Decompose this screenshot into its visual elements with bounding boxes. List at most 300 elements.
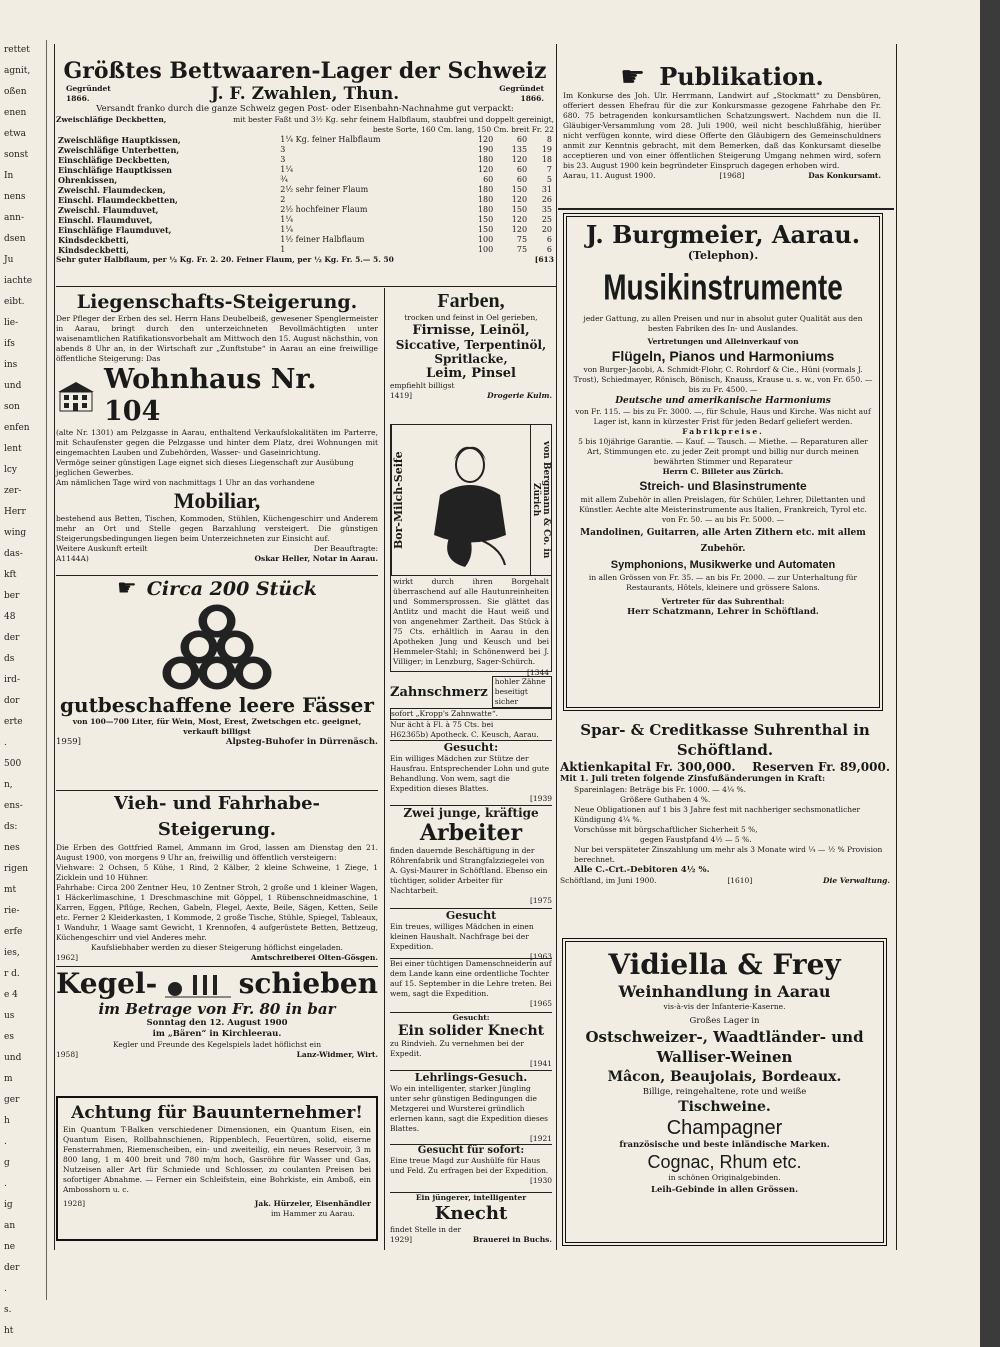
barrels-icon — [147, 603, 287, 691]
lady-portrait-icon — [410, 425, 530, 575]
edge-word: . — [4, 1179, 7, 1189]
farben-l5: empfiehlt billigst — [390, 381, 455, 390]
pub-code: [1968] — [719, 171, 745, 180]
liegen-title: Liegenschafts-Steigerung. — [76, 291, 358, 313]
burg-p14: in allen Grössen von Fr. 35. — an bis Fr. 2000. — zur Unterhaltung für Restaurants, Hôtels, kleinere und grössere Salons. — [588, 573, 858, 592]
edge-word: 48 — [4, 612, 16, 622]
burg-p16: Herr Schatzmann, Lehrer in Schöftland. — [627, 607, 819, 617]
bett-item: Kindsdeckbetti, — [58, 245, 129, 255]
bett-price: 7 — [546, 165, 552, 174]
edge-word: e 4 — [4, 990, 18, 1000]
edge-word: ies, — [4, 948, 20, 958]
edge-word: der — [4, 1263, 20, 1273]
vid-addr: vis-à-vis der Infanterie-Kaserne. — [663, 1002, 786, 1011]
column-rule-right — [896, 44, 897, 1250]
edge-word: ird- — [4, 675, 20, 685]
seife-text: wirkt durch ihren Borgehalt überraschend auf alle Hautunreinheiten und Sommersprossen. Sie glättet das Antlitz und macht die Haut weiß und von angenehmer Zartheit. Das Stück à 75 Cts. erhältlich in Aarau in den Apotheken Jung und Keusch und bei Hemmeler-Stahl; in Schönenwerd bei J. Villiger; in Lenzburg, Sager-Schürch. — [393, 577, 549, 666]
edge-word: ann- — [4, 213, 24, 223]
vid-sub: Weinhandlung in Aarau — [618, 982, 831, 1001]
burg-firm: J. Burgmeier, Aarau. — [585, 220, 861, 249]
edge-word: lie- — [4, 318, 19, 328]
burg-p5: Deutsche und amerikanische Harmoniums — [615, 396, 831, 406]
edge-word: ds — [4, 654, 15, 664]
achtung-title: Achtung für Bauunternehmer! — [71, 1103, 363, 1123]
bett-head-right: beste Sorte, 160 Cm. lang, 150 Cm. breit Fr. 22 — [372, 125, 554, 134]
edge-word: sonst — [4, 150, 29, 160]
achtung-sign: Jak. Hürzeler, Eisenhändler — [254, 1199, 371, 1208]
ad-knecht1 — [390, 1012, 552, 1068]
spar-place: Schöftland, im Juni 1900. — [560, 876, 657, 885]
bett-fill: 1¼ — [280, 225, 294, 234]
vid-l2: Ostschweizer-, Waadtländer- und — [585, 1028, 864, 1046]
liegen-text2: (alte Nr. 1301) am Pelzgasse in Aarau, enthaltend Verkaufslokalitäten im Parterre, mit Schaufenster gegen die Pelzgasse und hinter dem Platz, drei Wohnungen mit eingemachten Lauben und Zubehörden, Wasser- und Gaseinrichtung. — [56, 428, 378, 457]
spar-l4: Neue Obligationen auf 1 bis 3 Jahre fest mit nachheriger sechsmonatlicher Kündigung 4¼ %. — [574, 805, 861, 824]
edge-word: g — [4, 1158, 10, 1168]
spar-code: [1610] — [727, 876, 753, 885]
adjacent-page-edge — [0, 40, 47, 1336]
edge-word: Ju — [4, 255, 14, 265]
edge-word: . — [4, 738, 7, 748]
bett-price: 5 — [546, 175, 552, 184]
bett-price: 20 — [541, 225, 552, 234]
bett-length: 180 — [477, 155, 494, 164]
bett-title: Größtes Bettwaaren-Lager der Schweiz — [63, 58, 547, 84]
edge-word: Herr — [4, 507, 26, 517]
farben-title: Farben, — [437, 290, 505, 312]
bett-price: 6 — [546, 235, 552, 244]
bett-item: Kindsdeckbetti, — [58, 235, 129, 245]
seife-side-left-text: Bor-Milch-Seife — [392, 451, 405, 549]
liegen-house: Wohnhaus Nr. 104 — [104, 364, 317, 427]
vid-l10: in schönen Originalgebinden. — [668, 1173, 781, 1182]
bett-item: Zweischläfige Hauptkissen, — [58, 135, 181, 145]
liegen-code: A1144A) — [56, 554, 89, 563]
ad-lehrling — [390, 1070, 552, 1142]
ad-farben — [390, 290, 552, 422]
seife-code: [1344 — [526, 668, 549, 677]
bett-length: 100 — [477, 235, 494, 244]
edge-word: erte — [4, 717, 23, 727]
magd-text: Eine treue Magd zur Aushülfe für Haus und Feld. Zu erfragen bei der Expedition. — [390, 1156, 549, 1175]
edge-word: der — [4, 633, 20, 643]
spar-cap1: Aktienkapital Fr. 300,000. — [560, 760, 736, 774]
bett-row — [56, 245, 554, 255]
bett-row — [56, 205, 554, 215]
bett-row — [56, 235, 554, 245]
bett-item: Einschl. Flaumduvet, — [58, 215, 153, 225]
ad-sparkasse — [560, 720, 890, 915]
edge-word: rie- — [4, 906, 20, 916]
edge-word: und — [4, 381, 22, 391]
liegen-text4: Am nämlichen Tage wird von nachmittags 1 Uhr an das vorhandene — [56, 478, 315, 487]
edge-word: und — [4, 1053, 22, 1063]
zahn-word: Zahnschmerz — [390, 684, 488, 700]
bett-width: 75 — [516, 235, 528, 244]
bett-length: 120 — [477, 135, 494, 144]
kegel-date: Sonntag den 12. August 1900 — [146, 1018, 288, 1028]
column-rule-mid — [384, 288, 385, 1250]
gesucht2-title: Gesucht — [445, 909, 497, 922]
knecht2-code: 1929] — [390, 1235, 413, 1244]
bett-width: 60 — [516, 135, 528, 144]
vid-l1: Großes Lager in — [689, 1016, 760, 1026]
pointing-hand-icon: ☛ — [620, 59, 646, 93]
burg-p9: Herrn C. Billeter aus Zürich. — [662, 467, 784, 476]
bett-row — [56, 175, 554, 185]
vieh-text4: Kaufsliebhaber werden zu dieser Steigerung höflichst eingeladen. — [91, 943, 343, 952]
ad-bettwaaren — [56, 58, 554, 283]
edge-word: ht — [4, 1326, 14, 1336]
knecht2-big: Knecht — [434, 1203, 508, 1224]
fass-firm: Alpsteg-Buhofer in Dürrenäsch. — [225, 737, 378, 747]
bett-row — [56, 195, 554, 205]
bett-head-mid: mit bester Faßt und 3½ Kg. sehr feinem Halbflaum, staubfrei und doppelt gereinigt, — [233, 115, 554, 124]
spar-cap2: Reserven Fr. 89,000. — [752, 760, 890, 774]
liegen-mobiliar: Mobiliar, — [173, 488, 261, 513]
pub-place: Aarau, 11. August 1900. — [563, 171, 656, 180]
liegen-text1: Der Pfleger der Erben des sel. Herrn Hans Deubelbeiß, gewesener Spenglermeister in Aarau, bringt durch den unterzeichneten Bevollmächtigten unter waisenamtlichen Ratifikationsvorbehalt am Mittwoch den 15. August nächsthin, von abends 8 Uhr an, in der Wirtschaft zur „Zunftstube“ in Aarau an eine freiwillige öffentliche Steigerung: Das — [56, 314, 378, 363]
knecht2-text: findet Stelle in der — [390, 1225, 462, 1234]
gesucht2-text: Ein treues, williges Mädchen in einen kleinen Haushalt. Nachfrage bei der Expedition. — [390, 922, 534, 951]
magd-code: [1930 — [529, 1176, 552, 1185]
bett-length: 120 — [477, 165, 494, 174]
bett-item: Ohrenkissen, — [58, 175, 118, 185]
burg-p12: Mandolinen, Guitarren, alle Arten Zithern etc. mit allem Zubehör. — [580, 528, 866, 554]
bett-fill: 1¼ Kg. feiner Halbflaum — [280, 135, 381, 144]
liegen-text6: Weitere Auskunft erteilt — [56, 544, 148, 553]
edge-word: kft — [4, 570, 17, 580]
edge-word: In — [4, 171, 14, 181]
bett-footer: Sehr guter Halbflaum, per ½ Kg. Fr. 2. 20. Feiner Flaum, per ½ Kg. Fr. 5.— 5. 50 — [56, 255, 394, 264]
achtung-sign2: im Hammer zu Aarau. — [270, 1209, 355, 1218]
bett-price: 31 — [541, 185, 552, 194]
edge-word: agnit, — [4, 66, 31, 76]
bett-head-left: Zweischläfige Deckbetten, — [56, 115, 167, 124]
zahn-price: Nur ächt à Fl. à 75 Cts. bei — [390, 720, 494, 729]
farben-firm: Drogerie Kulm. — [487, 391, 552, 400]
burg-p2: Vertretungen und Alleinverkauf von — [647, 337, 799, 346]
edge-word: m — [4, 1074, 13, 1084]
liegen-sign: Oskar Heller, Notar in Aarau. — [254, 554, 378, 563]
edge-word: h — [4, 1116, 10, 1126]
seife-side-right-text: von Bergmann & Co. in Zürich — [531, 441, 551, 559]
gesucht2-code: [1963 — [529, 952, 552, 961]
edge-word: . — [4, 1137, 7, 1147]
edge-word: n, — [4, 780, 13, 790]
ad-publikation — [563, 59, 881, 202]
edge-word: lcy — [4, 465, 18, 475]
bett-fill: 2 — [280, 195, 286, 204]
pub-title: Publikation. — [659, 62, 824, 91]
bett-price: 6 — [546, 245, 552, 254]
bett-item: Einschl. Flaumdeckbetten, — [58, 195, 178, 205]
damen-code: [1965 — [529, 999, 552, 1008]
liegen-sign-label: Der Beauftragte: — [313, 544, 378, 553]
bett-row — [56, 155, 554, 165]
edge-word: enen — [4, 108, 27, 118]
edge-word: oßen — [4, 87, 27, 97]
vieh-text3: Fahrhabe: Circa 200 Zentner Heu, 10 Zentner Stroh, 2 große und 1 kleiner Wagen, 1 Häckerlimaschine, 1 Dreschmaschine mit Göppel, 1 Rübenschneidmaschine, 1 Karren, Eggen, Pflüge, Rechen, Gabeln, Flegel, Aexte, Beile, Sägen, Ketten, Seile etc. Ferner 2 Kleiderkasten, 1 Kommode, 2 große Tische, Stühle, Spiegel, Tableaux, 1 Wanduhr, 1 Waage samt Gewicht, 1 Krennofen, 4 aufgerüstete Betten, Bettzeug, Küchengeschirr und viel Anderes mehr. — [56, 883, 378, 942]
vid-l5: Billige, reingehaltene, rote und weiße — [642, 1087, 807, 1097]
bett-width: 150 — [511, 205, 528, 214]
bett-width: 75 — [516, 245, 528, 254]
edge-word: wing — [4, 528, 27, 538]
fass-code: 1959] — [56, 737, 81, 747]
bett-fill: 1¼ — [280, 165, 294, 174]
burg-p7: Fabrikpreise. — [682, 427, 764, 436]
edge-word: ins — [4, 360, 18, 370]
ad-vieh — [56, 790, 378, 962]
bett-item: Zweischl. Flaumduvet, — [58, 205, 159, 215]
bett-price: 18 — [541, 155, 552, 164]
bett-fill: 2½ sehr feiner Flaum — [280, 185, 369, 194]
edge-word: nens — [4, 192, 26, 202]
vid-l6: Tischweine. — [678, 1099, 771, 1115]
bett-width: 120 — [511, 195, 528, 204]
burg-title: Musikinstrumente — [603, 267, 843, 308]
damen-text: Bei einer tüchtigen Damenschneiderin auf dem Lande kann eine ordentliche Tochter auf 15. September in die Lehre treten. Bei wem, sagt die Expedition. — [390, 959, 552, 998]
edge-word: rettet — [4, 45, 30, 55]
vieh-text1: Die Erben des Gottfried Ramel, Ammann im Grod, lassen am Dienstag den 21. August 1900, von morgens 9 Uhr an, freiwillig und öffentlich versteigern: — [56, 843, 378, 862]
fass-title: Circa 200 Stück — [146, 577, 317, 600]
knecht1-code: [1941 — [529, 1059, 552, 1068]
bett-length: 180 — [477, 195, 494, 204]
lehrling-text: Wo ein intelligenter, starker Jüngling unter sehr günstigen Bedingungen die Metzgerei und Wursterei gründlich erlernen kann, sagt die Expedition dieses Blattes. — [390, 1084, 548, 1133]
bowling-icon — [163, 969, 233, 999]
edge-word: etwa — [4, 129, 27, 139]
ad-damen — [390, 958, 552, 1010]
arbeiter-title: Zwei junge, kräftige — [403, 806, 539, 820]
bett-width: 120 — [511, 155, 528, 164]
edge-word: ds: — [4, 822, 18, 832]
gesucht1-title: Gesucht: — [443, 741, 499, 754]
farben-l2: Siccative, Terpentinöl, — [395, 338, 547, 352]
kegel-invite: Kegler und Freunde des Kegelspiels ladet höflichst ein — [112, 1040, 322, 1049]
arbeiter-text: finden dauernde Beschäftigung in der Röhrenfabrik und Strangfalzziegelei von A. Gysi-Maurer in Schöftland. Ebenso ein tüchtiger, solider Arbeiter für Nachtarbeit. — [390, 846, 548, 895]
ad-zahn — [390, 676, 552, 739]
gesucht1-text: Ein williges Mädchen zur Stütze der Hausfrau. Entsprechender Lohn und gute Behandlung. Von wem, sagt die Expedition dieses Blattes. — [390, 754, 550, 793]
bett-width: 60 — [516, 165, 528, 174]
magd-title: Gesucht für sofort: — [417, 1145, 525, 1156]
vid-title: Vidiella & Frey — [608, 948, 841, 981]
bett-price: 26 — [541, 195, 552, 204]
bett-price: 19 — [541, 145, 552, 154]
bett-price: 8 — [546, 135, 552, 144]
bett-fill: 1½ feiner Halbflaum — [280, 235, 365, 244]
edge-word: r d. — [4, 969, 20, 979]
ad-kegel — [56, 966, 378, 1084]
bett-fill: 1 — [280, 245, 286, 254]
bett-price: 35 — [541, 205, 552, 214]
kegel-w2: schieben — [238, 967, 378, 1000]
farben-l3: Spritlacke, — [434, 352, 508, 366]
kegel-sub: im Betrage von Fr. 80 in bar — [98, 1000, 336, 1018]
knecht2-place: Brauerei in Buchs. — [472, 1235, 552, 1244]
spar-l3: Größere Guthaben 4 %. — [620, 795, 711, 804]
bett-length: 150 — [477, 215, 494, 224]
burg-p10: Streich- und Blasinstrumente — [639, 479, 807, 493]
burg-p6: von Fr. 115. — bis zu Fr. 3000. —, für Schule, Haus und Kirche. Was nicht auf Lager ist, kann in kürzester Frist für jeden Bedarf geliefert werden. — [575, 407, 871, 426]
farben-l1: Firnisse, Leinöl, — [412, 323, 530, 338]
vid-l7: Champagner — [666, 1117, 783, 1139]
edge-word: ber — [4, 591, 20, 601]
spar-l5: Vorschüsse mit bürgschaftlicher Sicherheit 5 %, — [574, 825, 758, 834]
bett-width: 120 — [511, 215, 528, 224]
vid-l3: Walliser-Weinen — [656, 1048, 793, 1066]
founded-right: Gegründet 1866. — [499, 84, 544, 103]
edge-word: rigen — [4, 864, 29, 874]
ad-knecht2 — [390, 1192, 552, 1254]
edge-word: das- — [4, 549, 23, 559]
zahn-line: sofort „Kropp's Zahnwatte“. — [390, 708, 552, 720]
knecht1-title: Gesucht: — [452, 1013, 490, 1022]
vieh-text2: Viehware: 2 Ochsen, 5 Kühe, 1 Rind, 2 Kälber, 2 kleine Schweine, 1 Ziege, 1 Zicklein und 10 Hühner. — [56, 863, 378, 882]
spar-l1: Mit 1. Juli treten folgende Zinsfußänderungen in Kraft: — [560, 774, 826, 784]
bett-length: 180 — [477, 185, 494, 194]
edge-word: dsen — [4, 234, 26, 244]
column-rule-center — [556, 44, 557, 1250]
edge-word: ig — [4, 1200, 13, 1210]
bett-item: Einschläfige Flaumduvet, — [58, 225, 172, 235]
section-rule-right — [558, 208, 894, 210]
ad-vidiella — [562, 938, 887, 1246]
pub-text: Im Konkurse des Joh. Ulr. Herrmann, Landwirt auf „Stockmatt“ zu Densbüren, offeriert dessen Ehefrau für die zur Konkursmasse gezogene Fahrhabe den Fr. 680. 75 betragenden konkursamtlichen Schatzungswert. Nachdem nun die II. Gläubiger-Versammlung vom 28. Juli 1900, weil nicht beschlußfähig, hierüber nicht verfügen konnte, wird diese Offerte den Gläubigern des Gemeinschuldners anmit zur Kenntnis gebracht, mit dem Bemerken, daß das Konkursamt dieselbe acceptieren und von einer öffentlichen Steigerung Umgang nehmen wird, sofern bis 23. August 1900 kein begründeter Einspruch dagegen erhoben wird. — [563, 91, 881, 170]
bett-fill: 3 — [280, 145, 286, 154]
bett-row — [56, 225, 554, 235]
bett-length: 100 — [477, 245, 494, 254]
bett-price: 25 — [541, 215, 552, 224]
edge-word: ger — [4, 1095, 20, 1105]
burg-p8: 5 bis 10jährige Garantie. — Kauf. — Tausch. — Miethe. — Reparaturen aller Art, Stimmungen etc. zu jeder Zeit prompt und billig nur durch meinen bewährten Stimmer und Reparateur — [578, 437, 868, 466]
farben-code: 1419] — [390, 391, 413, 400]
kegel-code: 1958] — [56, 1050, 79, 1059]
kegel-place: im „Bären“ in Kirchleerau. — [152, 1029, 282, 1039]
lehrling-code: [1921 — [529, 1134, 552, 1143]
achtung-text: Ein Quantum T-Balken verschiedener Dimensionen, ein Quantum Eisen, ein Quantum Eisen, Rollbahnschienen, Rippenblech, Feuertüren, solid, eiserne Fensterrahmen, Riemenscheiben, ein- und zweiteilig, ein neues Reservoir, 3 m 800 lang, 1 m 400 breit und 780 m/m hoch, Gasröhre für Wasser und Gas, Nutzeisen aller Art für Schmiede und Schlosser, zu coulanten Preisen bei sofortiger Abnahme. — Ferner ein Schleifstein, eine Bohrkiste, ein Amboß, ein Ambosshorn u. c. — [63, 1125, 371, 1194]
arbeiter-code: [1975 — [529, 896, 552, 905]
liegen-text5: bestehend aus Betten, Tischen, Kommoden, Stühlen, Küchengeschirr und Anderem mehr an Ort und Stelle gegen Barzahlung versteigert. Die günstigen Steigerungsbedingungen liegen beim Unterzeichneten zur Einsicht auf. — [56, 514, 378, 543]
house-icon — [56, 380, 96, 412]
bett-row — [56, 185, 554, 195]
vieh-code: 1962] — [56, 953, 79, 962]
column-rule-left — [54, 44, 55, 1250]
zahn-box2: beseitigt sicher — [494, 687, 528, 706]
bett-row — [56, 215, 554, 225]
edge-word: lent — [4, 444, 22, 454]
bett-width: 60 — [516, 175, 528, 184]
spar-sign: Die Verwaltung. — [823, 876, 890, 885]
edge-word: es — [4, 1032, 14, 1042]
edge-word: erfe — [4, 927, 23, 937]
edge-word: eibt. — [4, 297, 25, 307]
liegen-text3: Vermöge seiner günstigen Lage eignet sich dieses Liegenschaft zur Ausübung jeglichen Gewerbes. — [56, 458, 354, 477]
knecht1-text: zu Rindvieh. Zu vernehmen bei der Expedit. — [390, 1039, 524, 1058]
edge-word: an — [4, 1221, 16, 1231]
spar-l8: Alle C.-Crt.-Debitoren 4½ %. — [574, 865, 710, 875]
pub-sign: Das Konkursamt. — [808, 171, 881, 180]
spar-l2: Spareinlagen: Beträge bis Fr. 1000. — 4¼ %. — [574, 785, 746, 794]
edge-word: iachte — [4, 276, 33, 286]
bett-length: 190 — [477, 145, 494, 154]
vid-l9: Cognac, Rhum etc. — [647, 1152, 802, 1172]
gesucht1-code: [1939 — [529, 794, 552, 803]
burg-p15: Vertreter für das Suhrenthal: — [661, 597, 785, 606]
ad-achtung — [56, 1096, 378, 1241]
edge-word: ens- — [4, 801, 23, 811]
bett-item: Einschläfige Deckbetten, — [58, 155, 170, 165]
ad-gesucht2 — [390, 908, 552, 961]
bett-shipping: Versandt franko durch die ganze Schweiz gegen Post- oder Eisenbahn-Nachnahme gut verpackt: — [96, 104, 514, 114]
bett-row — [56, 145, 554, 155]
arbeiter-big: Arbeiter — [419, 820, 523, 846]
vid-l11: Leih-Gebinde in allen Grössen. — [650, 1185, 799, 1195]
bett-price-table — [56, 135, 554, 255]
vid-l4: Mâcon, Beaujolais, Bordeaux. — [607, 1069, 842, 1085]
vid-l8: französische und beste inländische Marken. — [619, 1140, 830, 1150]
bett-item: Zweischl. Flaumdecken, — [58, 185, 166, 195]
ad-burgmeier — [563, 213, 883, 711]
farben-l4: Leim, Pinsel — [426, 366, 516, 381]
bett-width: 150 — [511, 185, 528, 194]
achtung-code: 1928] — [63, 1199, 86, 1208]
seife-side-right — [530, 425, 551, 575]
edge-word: ne — [4, 1242, 16, 1252]
zahn-box1: hohler Zähne — [494, 677, 546, 686]
seife-side-left — [391, 425, 410, 575]
burg-tel: (Telephon). — [687, 249, 759, 262]
bett-fill: 3 — [280, 155, 286, 164]
bett-item: Einschläfige Hauptkissen — [58, 165, 172, 175]
bett-fill: 2½ hochfeiner Flaum — [280, 205, 368, 214]
kegel-sign: Lanz-Widmer, Wirt. — [296, 1050, 378, 1059]
bett-fill: 1¼ — [280, 215, 294, 224]
bett-width: 135 — [511, 145, 528, 154]
edge-word: nes — [4, 843, 20, 853]
ad-faesser — [56, 575, 378, 785]
bett-length: 60 — [483, 175, 494, 184]
ad-magd — [390, 1144, 552, 1190]
lehrling-title: Lehrlings-Gesuch. — [414, 1071, 528, 1084]
edge-word: son — [4, 402, 20, 412]
section-rule — [56, 286, 556, 287]
knecht2-title: Ein jüngerer, intelligenter — [415, 1193, 527, 1202]
bett-firm: J. F. Zwahlen, Thun. — [210, 84, 400, 104]
edge-word: s. — [4, 1305, 12, 1315]
edge-word: ifs — [4, 339, 15, 349]
edge-word: dor — [4, 696, 20, 706]
bett-code: [613 — [534, 255, 554, 264]
bett-length: 180 — [477, 205, 494, 214]
spar-l7: Nur bei verspäteter Zinszahlung um mehr als 3 Monate wird ¼ — ½ % Provision berechnet. — [574, 845, 883, 864]
kegel-w1: Kegel- — [56, 967, 158, 1000]
edge-word: enfen — [4, 423, 30, 433]
edge-word: mt — [4, 885, 17, 895]
edge-word: us — [4, 1011, 15, 1021]
bett-fill: ¾ — [280, 175, 289, 184]
bett-width: 120 — [511, 225, 528, 234]
ad-arbeiter — [390, 805, 552, 905]
fass-big: gutbeschaffene leere Fässer — [60, 693, 374, 717]
burg-p4: von Burger-Jacobi, A. Schmidt-Flohr, C. Rohrdorf & Cie., Hüni (vormals J. Trost), Schiedmayer, Rönisch, Bönisch, Knauss, Krause u. s. w., von Fr. 650. — bis zu Fr. 4500. — — [573, 365, 873, 394]
zahn-code: H62365b) Apotheck. C. Keusch, Aarau. — [390, 730, 539, 739]
fass-text: von 100—700 Liter, für Wein, Most, Erest, Zwetschgen etc. geeignet, verkauft billigst — [72, 717, 362, 736]
ad-gesucht1 — [390, 740, 552, 802]
bett-length: 150 — [477, 225, 494, 234]
ad-liegenschaft — [56, 290, 378, 572]
vieh-title: Vieh- und Fahrhabe-Steigerung. — [113, 793, 321, 840]
spar-l6: gegen Faustpfand 4½ — 5 %. — [640, 835, 752, 844]
pointing-hand-icon: ☛ — [117, 576, 137, 601]
